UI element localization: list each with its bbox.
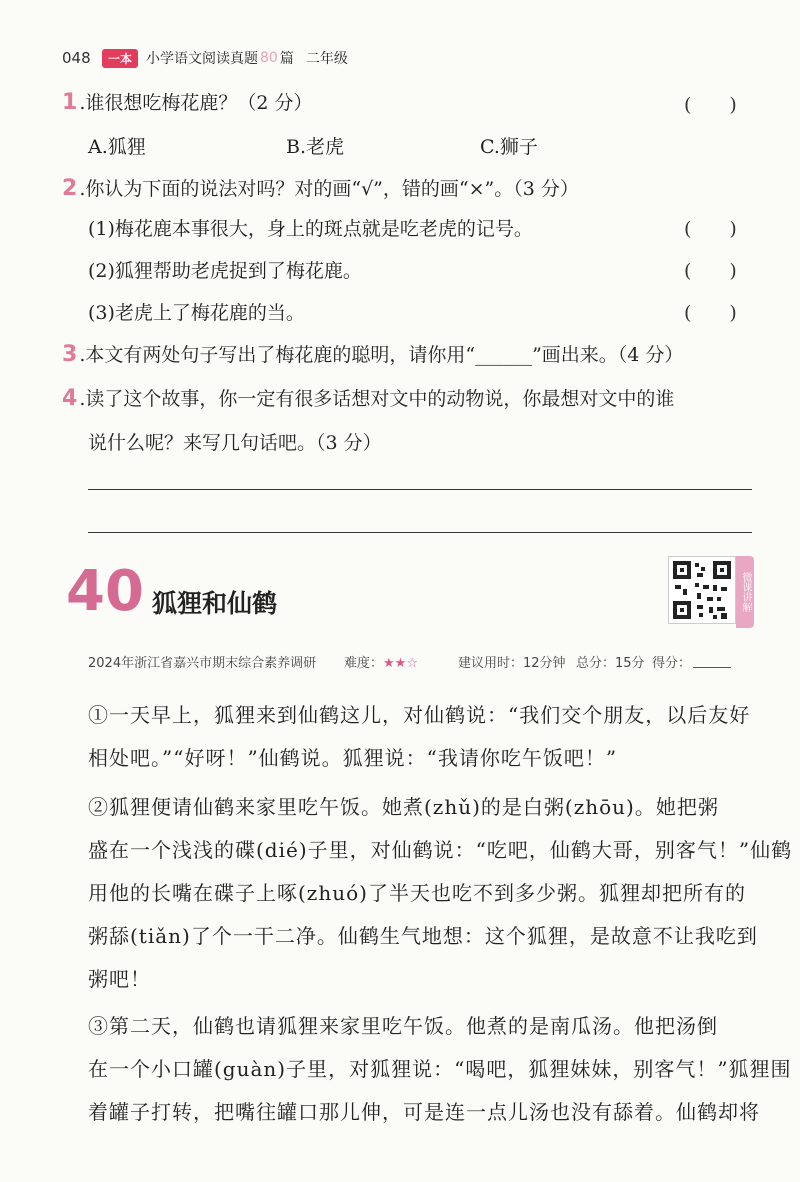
page-header — [62, 47, 348, 69]
question-number: 4 — [62, 386, 78, 411]
answer-parentheses[interactable]: ( ) — [684, 260, 737, 282]
question-1 — [62, 88, 312, 115]
question-number: 2 — [62, 176, 78, 201]
score-label: 得分： — [652, 656, 692, 671]
total-score: 总分：15分 — [576, 656, 645, 671]
qr-code[interactable] — [668, 556, 736, 624]
option-c: C.狮子 — [480, 136, 538, 158]
question-number: 1 — [62, 90, 78, 115]
question-number: 3 — [62, 342, 78, 367]
brand-logo: 一本 — [102, 49, 138, 68]
passage-line: ③第二天，仙鹤也请狐狸来家里吃午饭。他煮的是南瓜汤。他把汤倒 — [88, 1014, 718, 1038]
source-label: 2024年浙江省嘉兴市期末综合素养调研 — [88, 656, 317, 671]
question-4 — [62, 384, 674, 411]
question-text: .谁很想吃梅花鹿？（2 分） — [79, 92, 313, 114]
passage-line: 粥舔(tiǎn)了个一干二净。仙鹤生气地想：这个狐狸，是故意不让我吃到 — [88, 924, 758, 948]
statement-2: (2)狐狸帮助老虎捉到了梅花鹿。 — [88, 260, 362, 282]
statement-1: (1)梅花鹿本事很大，身上的斑点就是吃老虎的记号。 — [88, 218, 533, 240]
passage-line: ①一天早上，狐狸来到仙鹤这儿，对仙鹤说：“我们交个朋友，以后友好 — [88, 703, 751, 727]
passage-line: 着罐子打转，把嘴往罐口那儿伸，可是连一点儿汤也没有舔着。仙鹤却将 — [88, 1100, 760, 1124]
question-4-continued: 说什么呢？来写几句话吧。（3 分） — [88, 432, 382, 454]
passage-line: 盛在一个浅浅的碟(dié)子里，对仙鹤说：“吃吧，仙鹤大哥，别客气！”仙鹤 — [88, 838, 793, 862]
question-text: .你认为下面的说法对吗？对的画“√”，错的画“×”。（3 分） — [79, 178, 579, 200]
book-title: 小学语文阅读真题 — [146, 51, 259, 67]
lesson-info-bar — [88, 652, 768, 671]
answer-parentheses[interactable]: ( ) — [684, 218, 737, 240]
passage-line: 在一个小口罐(guàn)子里，对狐狸说：“喝吧，狐狸妹妹，别客气！”狐狸围 — [88, 1057, 792, 1081]
book-unit: 篇 — [279, 51, 294, 67]
answer-parentheses[interactable]: ( ) — [684, 94, 737, 116]
passage-line: 相处吧。”“好呀！”仙鹤说。狐狸说：“我请你吃午饭吧！” — [88, 746, 618, 770]
qr-code-icon — [669, 557, 735, 623]
score-blank[interactable] — [693, 655, 731, 668]
statement-3: (3)老虎上了梅花鹿的当。 — [88, 302, 305, 324]
answer-line[interactable] — [88, 489, 752, 490]
suggested-time: 建议用时：12分钟 — [458, 656, 566, 671]
page-number: 048 — [62, 49, 91, 67]
answer-line[interactable] — [88, 532, 752, 533]
star-rating-icon: ★★☆ — [383, 656, 418, 671]
question-text: .读了这个故事，你一定有很多话想对文中的动物说，你最想对文中的谁 — [79, 388, 675, 410]
lesson-title: 狐狸和仙鹤 — [152, 589, 278, 618]
lesson-number: 40 — [66, 559, 144, 624]
option-b: B.老虎 — [286, 136, 345, 158]
question-2 — [62, 174, 579, 201]
qr-tab-label: 微课讲解 — [736, 556, 754, 628]
question-3 — [62, 340, 683, 367]
question-text: .本文有两处句子写出了梅花鹿的聪明，请你用“______”画出来。（4 分） — [79, 344, 684, 366]
passage-line: ②狐狸便请仙鹤来家里吃午饭。她煮(zhǔ)的是白粥(zhōu)。她把粥 — [88, 795, 719, 819]
difficulty — [344, 652, 458, 671]
option-a: A.狐狸 — [88, 136, 146, 158]
answer-parentheses[interactable]: ( ) — [684, 302, 737, 324]
passage-line: 粥吧！ — [88, 967, 151, 991]
book-count: 80 — [260, 50, 278, 66]
grade-label: 二年级 — [305, 51, 348, 67]
difficulty-label: 难度： — [344, 656, 384, 671]
passage-line: 用他的长嘴在碟子上啄(zhuó)了半天也吃不到多少粥。狐狸却把所有的 — [88, 881, 746, 905]
